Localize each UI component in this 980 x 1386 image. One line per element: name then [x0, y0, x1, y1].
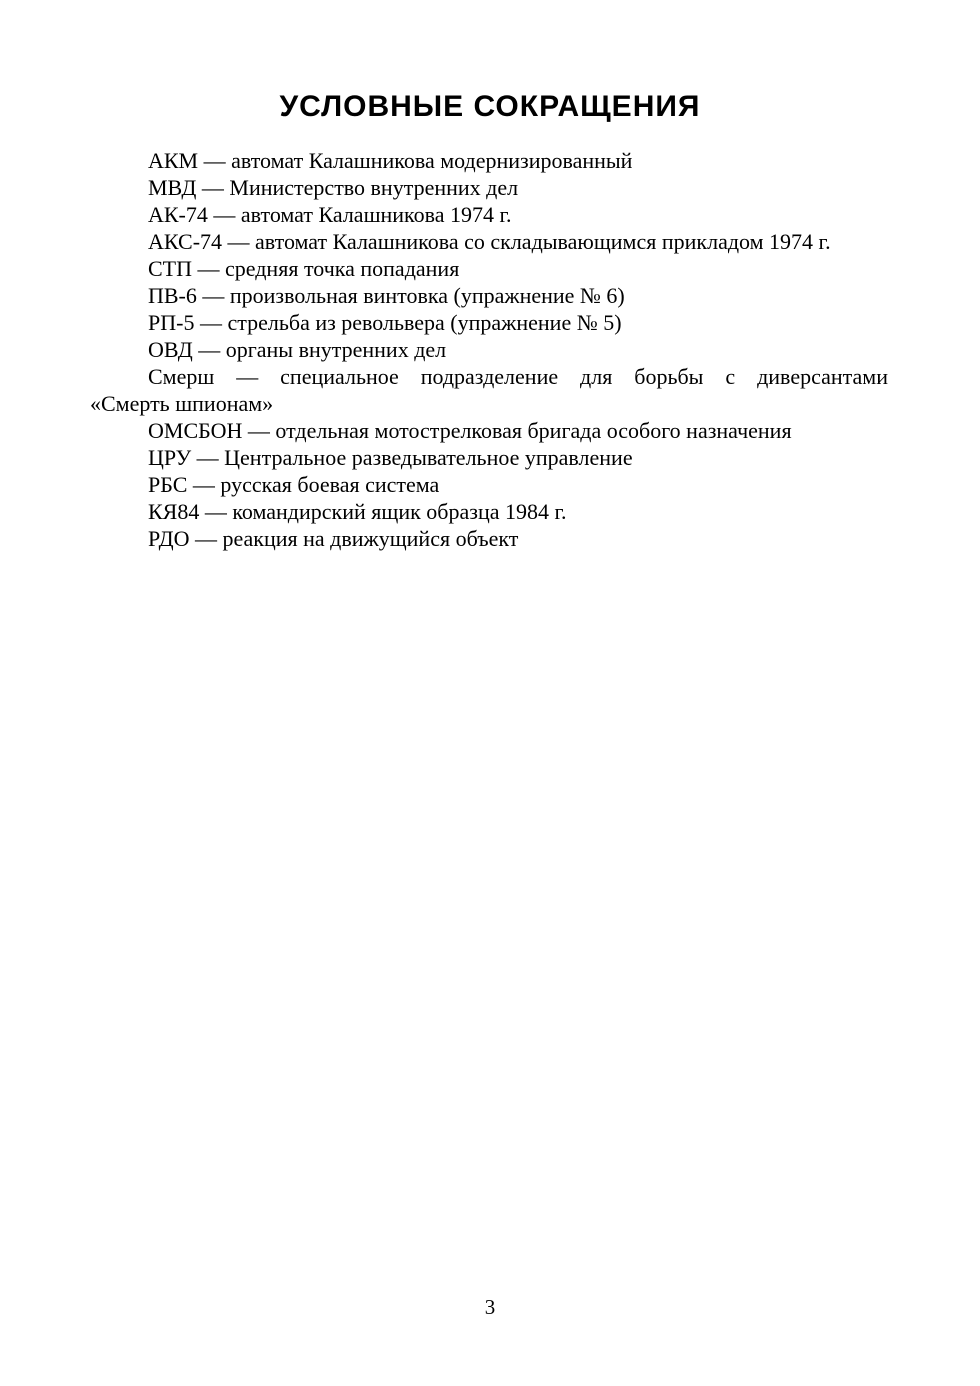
- abbreviation-line-continuation: «Смерть шпионам»: [90, 391, 274, 416]
- abbreviation-line: МВД — Министерство внутренних дел: [148, 175, 519, 200]
- abbreviation-line: АКМ — автомат Калашникова модернизированный: [148, 148, 633, 173]
- abbreviation-line: АК-74 — автомат Калашникова 1974 г.: [148, 202, 512, 227]
- abbreviation-line: ОМСБОН — отдельная мотострелковая бригада особого назначения: [148, 418, 792, 443]
- abbreviation-line: ОВД — органы внутренних дел: [148, 337, 447, 362]
- abbreviation-line: КЯ84 — командирский ящик образца 1984 г.: [148, 499, 567, 524]
- abbreviation-line: РБС — русская боевая система: [148, 472, 440, 497]
- page-title: УСЛОВНЫЕ СОКРАЩЕНИЯ: [279, 90, 701, 123]
- abbreviation-line: РДО — реакция на движущийся объект: [148, 526, 519, 551]
- page-number: 3: [484, 1295, 496, 1319]
- abbreviation-line: СТП — средняя точка попадания: [148, 256, 460, 281]
- abbreviation-line: ЦРУ — Центральное разведывательное управление: [148, 445, 633, 470]
- abbreviation-line: АКС-74 — автомат Калашникова со складывающимся прикладом 1974 г.: [148, 229, 831, 254]
- abbreviation-line: РП-5 — стрельба из револьвера (упражнение № 5): [148, 310, 622, 335]
- abbreviation-list: [90, 147, 888, 552]
- abbreviation-line: ПВ-6 — произвольная винтовка (упражнение № 6): [148, 283, 625, 308]
- abbreviation-line: Смерш — специальное подразделение для борьбы с диверсантами: [148, 364, 888, 389]
